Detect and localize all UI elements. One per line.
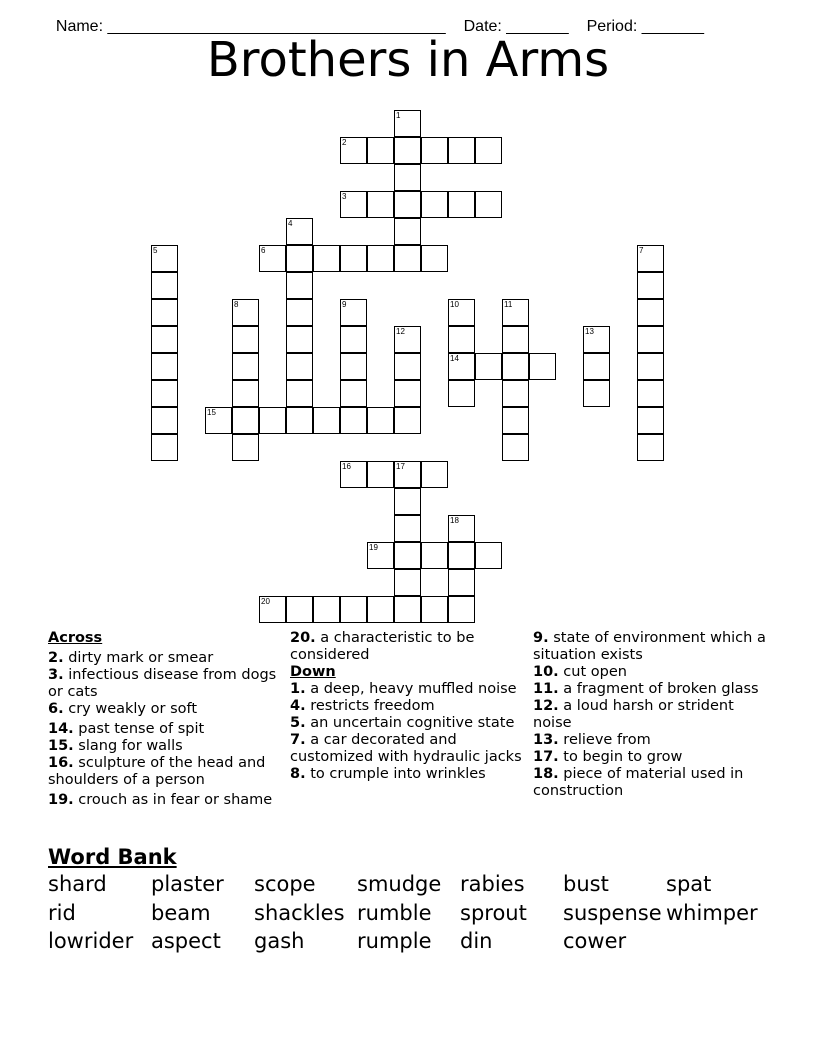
date-field[interactable]: Date: _______ — [463, 18, 569, 35]
clue-across-3: 3. infectious disease from dogs or cats — [48, 667, 277, 700]
crossword-cell[interactable] — [151, 299, 178, 326]
word-bank-item: suspense — [563, 900, 662, 925]
clue-number: 18 — [450, 516, 459, 525]
clue-number: 13 — [585, 327, 594, 336]
clue-number: 2 — [342, 138, 347, 147]
crossword-cell[interactable] — [448, 596, 475, 623]
clue-down-12: 12. a loud harsh or strident noise — [533, 698, 734, 731]
clue-down-7: 7. a car decorated and customized with hydraulic jacks — [290, 732, 522, 765]
crossword-cell[interactable] — [583, 380, 610, 407]
word-bank-item: cower — [563, 929, 627, 953]
crossword-cell[interactable] — [637, 353, 664, 380]
clue-down-11: 11. a fragment of broken glass — [533, 681, 759, 697]
crossword-cell[interactable] — [313, 407, 340, 434]
clue-down-10: 10. cut open — [533, 664, 627, 680]
crossword-cell[interactable] — [475, 191, 502, 218]
crossword-cell[interactable] — [340, 596, 367, 623]
word-bank-item: sprout — [460, 900, 527, 925]
word-bank-item: scope — [254, 872, 316, 896]
crossword-cell[interactable] — [502, 353, 529, 380]
crossword-cell[interactable] — [502, 434, 529, 461]
crossword-cell[interactable] — [151, 272, 178, 299]
word-bank-item: bust — [563, 872, 609, 896]
clue-number: 15 — [207, 408, 216, 417]
period-field[interactable]: Period: _______ — [586, 18, 705, 35]
clue-across-19: 19. crouch as in fear or shame — [48, 792, 273, 808]
clue-across-14: 14. past tense of spit — [48, 721, 205, 737]
word-bank-item: shard — [48, 872, 107, 896]
clues-column-3 — [533, 630, 773, 800]
crossword-cell[interactable] — [232, 326, 259, 353]
crossword-cell[interactable] — [340, 380, 367, 407]
crossword-cell[interactable] — [286, 596, 313, 623]
crossword-cell[interactable] — [394, 218, 421, 245]
crossword-cell[interactable] — [448, 380, 475, 407]
crossword-cell[interactable] — [421, 191, 448, 218]
clue-down-13: 13. relieve from — [533, 732, 651, 748]
crossword-cell[interactable] — [394, 542, 421, 569]
clue-number: 6 — [261, 246, 266, 255]
word-bank-item: plaster — [151, 872, 224, 896]
clue-number: 5 — [153, 246, 158, 255]
crossword-cell[interactable] — [232, 434, 259, 461]
clue-number: 4 — [288, 219, 293, 228]
crossword-cell[interactable] — [394, 191, 421, 218]
crossword-cell[interactable] — [637, 326, 664, 353]
clue-across-2: 2. dirty mark or smear — [48, 650, 214, 666]
clue-number: 8 — [234, 300, 239, 309]
crossword-cell[interactable] — [448, 137, 475, 164]
crossword-cell[interactable] — [637, 407, 664, 434]
crossword-cell[interactable] — [232, 353, 259, 380]
name-field[interactable]: Name: ______________________________________ — [55, 18, 446, 35]
clue-number: 19 — [369, 543, 378, 552]
crossword-cell[interactable] — [394, 596, 421, 623]
crossword-cell[interactable] — [367, 245, 394, 272]
crossword-cell[interactable] — [502, 326, 529, 353]
word-bank-item: whimper — [666, 900, 758, 925]
clue-number: 20 — [261, 597, 270, 606]
crossword-cell[interactable] — [637, 380, 664, 407]
clue-down-17: 17. to begin to grow — [533, 749, 683, 765]
word-bank-item: gash — [254, 929, 305, 953]
crossword-cell[interactable] — [421, 137, 448, 164]
clue-down-5: 5. an uncertain cognitive state — [290, 715, 515, 731]
crossword-cell[interactable] — [259, 407, 286, 434]
crossword-cell[interactable] — [448, 569, 475, 596]
page-title: Brothers in Arms — [206, 32, 610, 88]
word-bank-item: rid — [48, 900, 76, 925]
clues-column-2 — [290, 630, 530, 783]
crossword-cell[interactable] — [286, 380, 313, 407]
across-heading: Across — [48, 630, 103, 646]
crossword-cell[interactable] — [475, 542, 502, 569]
crossword-cell[interactable] — [232, 407, 259, 434]
crossword-cell[interactable] — [448, 542, 475, 569]
word-bank-item: aspect — [151, 929, 221, 953]
word-bank-item: lowrider — [48, 929, 134, 953]
clue-number: 14 — [450, 354, 459, 363]
crossword-cell[interactable] — [637, 272, 664, 299]
clue-number: 17 — [396, 462, 405, 471]
word-bank-item: beam — [151, 900, 211, 925]
crossword-cell[interactable] — [286, 245, 313, 272]
clue-down-1: 1. a deep, heavy muffled noise — [290, 681, 517, 697]
crossword-cell[interactable] — [502, 380, 529, 407]
clue-down-8: 8. to crumple into wrinkles — [290, 766, 486, 782]
clue-down-18: 18. piece of material used in construction — [533, 766, 744, 799]
crossword-cell[interactable] — [421, 542, 448, 569]
clue-number: 10 — [450, 300, 459, 309]
word-bank-title: Word Bank — [48, 845, 177, 869]
crossword-cell[interactable] — [583, 353, 610, 380]
crossword-cell[interactable] — [286, 326, 313, 353]
crossword-cell[interactable] — [394, 380, 421, 407]
word-bank-item: rumple — [357, 929, 432, 953]
crossword-cell[interactable] — [340, 353, 367, 380]
clue-number: 16 — [342, 462, 351, 471]
crossword-cell[interactable] — [313, 245, 340, 272]
crossword-cell[interactable] — [637, 299, 664, 326]
crossword-cell[interactable] — [394, 488, 421, 515]
clue-number: 1 — [396, 111, 401, 120]
crossword-cell[interactable] — [313, 596, 340, 623]
crossword-cell[interactable] — [286, 272, 313, 299]
crossword-cell[interactable] — [340, 326, 367, 353]
crossword-cell[interactable] — [421, 461, 448, 488]
crossword-cell[interactable] — [475, 137, 502, 164]
crossword-cell[interactable] — [448, 326, 475, 353]
word-bank-item: spat — [666, 872, 712, 896]
clue-across-6: 6. cry weakly or soft — [48, 701, 198, 717]
clue-number: 3 — [342, 192, 347, 201]
crossword-cell[interactable] — [367, 137, 394, 164]
clue-across-16: 16. sculpture of the head and shoulders of a person — [48, 755, 266, 788]
crossword-cell[interactable] — [151, 326, 178, 353]
crossword-cell[interactable] — [286, 299, 313, 326]
crossword-cell[interactable] — [394, 137, 421, 164]
word-bank-item: rabies — [460, 872, 525, 896]
clue-number: 7 — [639, 246, 644, 255]
crossword-cell[interactable] — [394, 164, 421, 191]
clue-across-15: 15. slang for walls — [48, 738, 183, 754]
word-bank-item: rumble — [357, 900, 432, 925]
crossword-cell[interactable] — [367, 191, 394, 218]
crossword-cell[interactable] — [475, 353, 502, 380]
crossword-cell[interactable] — [151, 407, 178, 434]
crossword-cell[interactable] — [421, 596, 448, 623]
crossword-cell[interactable] — [529, 353, 556, 380]
crossword-cell[interactable] — [340, 245, 367, 272]
clue-number: 11 — [504, 300, 513, 309]
crossword-cell[interactable] — [394, 245, 421, 272]
clue-number: 12 — [396, 327, 405, 336]
crossword-cell[interactable] — [637, 434, 664, 461]
word-bank-item: smudge — [357, 872, 442, 896]
crossword-cell[interactable] — [151, 380, 178, 407]
clue-number: 9 — [342, 300, 347, 309]
crossword-cell[interactable] — [367, 461, 394, 488]
crossword-cell[interactable] — [394, 569, 421, 596]
crossword-cell[interactable] — [367, 596, 394, 623]
crossword-cell[interactable] — [367, 407, 394, 434]
crossword-cell[interactable] — [286, 407, 313, 434]
crossword-cell[interactable] — [448, 191, 475, 218]
crossword-cell[interactable] — [232, 380, 259, 407]
crossword-cell[interactable] — [421, 245, 448, 272]
down-heading: Down — [290, 664, 336, 680]
crossword-cell[interactable] — [151, 353, 178, 380]
clue-across-20: 20. a characteristic to be considered — [290, 630, 475, 663]
crossword-cell[interactable] — [340, 407, 367, 434]
clue-down-4: 4. restricts freedom — [290, 698, 435, 714]
clue-down-9: 9. state of environment which a situation exists — [533, 630, 766, 663]
clues-column-1 — [48, 630, 278, 809]
crossword-cell[interactable] — [151, 434, 178, 461]
crossword-cell[interactable] — [394, 353, 421, 380]
crossword-cell[interactable] — [394, 407, 421, 434]
crossword-cell[interactable] — [394, 515, 421, 542]
word-bank-item: din — [460, 929, 493, 953]
crossword-cell[interactable] — [502, 407, 529, 434]
crossword-cell[interactable] — [286, 353, 313, 380]
word-bank-item: shackles — [254, 900, 345, 925]
